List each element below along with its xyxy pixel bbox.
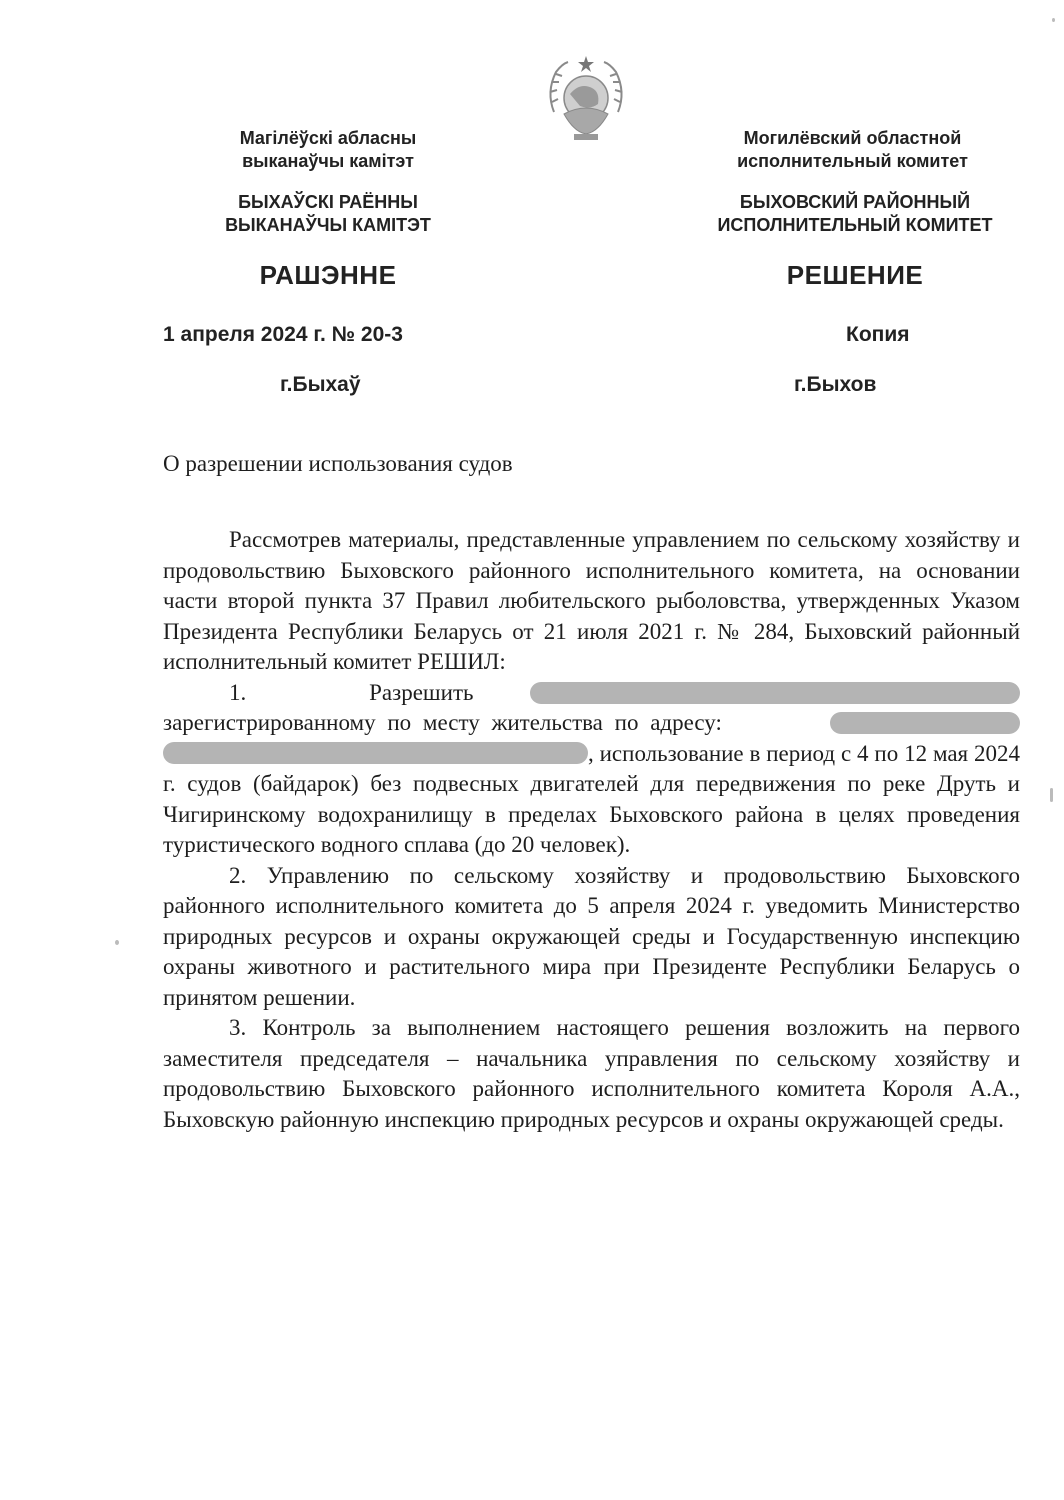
item-1-continuation — [163, 739, 1020, 861]
item-1-address-label: зарегистрированному по месту жительства по адресу: — [163, 710, 722, 735]
right-city: г.Быхов — [794, 373, 877, 396]
left-oblast-line-2: выканаўчы камітэт — [242, 151, 414, 171]
item-1-verb: Разрешить — [369, 679, 474, 705]
document-subject: О разрешении использования судов — [163, 451, 513, 476]
left-city: г.Быхаў — [280, 373, 361, 396]
left-raion-line-2: ВЫКАНАЎЧЫ КАМІТЭТ — [225, 215, 431, 235]
document-body — [163, 525, 1020, 1135]
scan-speck — [115, 940, 119, 945]
item-1-address-line — [163, 708, 1020, 739]
left-raion-name — [168, 191, 488, 237]
state-emblem-icon — [540, 52, 632, 148]
redacted-address-end — [163, 742, 588, 764]
right-oblast-name — [700, 127, 1005, 173]
right-oblast-line-2: исполнительный комитет — [737, 151, 968, 171]
redacted-address-start — [830, 712, 1020, 734]
item-2-paragraph: 2. Управлению по сельскому хозяйству и продовольствию Быховского районного исполнительного комитета до 5 апреля 2024 г. уведомить Министерство природных ресурсов и охраны окружающей среды и Государственную инспекцию охраны животного и растительного мира при Президенте Республики Беларусь о принятом решении. — [163, 862, 1020, 1010]
date-number: 1 апреля 2024 г. № 20-3 — [163, 323, 403, 346]
item-1-text: , использование в период с 4 по 12 мая 2024 г. судов (байдарок) без подвесных двигателей для передвижения по реке Друть и Чигиринскому водохранилищу в пределах Быховского района в целях проведения туристического водного сплава (до 20 человек). — [163, 740, 1020, 857]
copy-mark: Копия — [846, 323, 910, 346]
right-raion-line-2: ИСПОЛНИТЕЛЬНЫЙ КОМИТЕТ — [717, 215, 993, 235]
left-doc-kind: РАШЭННЕ — [259, 260, 397, 290]
left-oblast-line-1: Магілёўскі абласны — [239, 128, 417, 148]
item-1-number: 1. — [229, 679, 247, 705]
scan-speck — [1050, 788, 1053, 802]
left-oblast-name — [168, 127, 488, 173]
preamble-paragraph: Рассмотрев материалы, представленные управлением по сельскому хозяйству и продовольствию Быховского районного исполнительного комитета, на основании части второй пункта 37 Правил любительского рыболовства, утвержденных Указом Президента Республики Беларусь от 21 июля 2021 г. № 284, Быховский районный исполнительный комитет РЕШИЛ: — [163, 527, 1020, 674]
right-raion-line-1: БЫХОВСКИЙ РАЙОННЫЙ — [739, 192, 971, 212]
item-1-first-line — [163, 678, 1020, 709]
right-raion-name — [690, 191, 1020, 237]
redacted-name — [530, 682, 1021, 704]
left-raion-line-1: БЫХАЎСКІ РАЁННЫ — [238, 192, 418, 212]
right-doc-kind: РЕШЕНИЕ — [786, 260, 924, 290]
item-3-paragraph: 3. Контроль за выполнением настоящего решения возложить на первого заместителя председателя – начальника управления по сельскому хозяйству и продовольствию Быховского районного исполнительного комитета Короля А.А., Быховскую районную инспекцию природных ресурсов и охраны окружающей среды. — [163, 1015, 1020, 1132]
right-oblast-line-1: Могилёвский областной — [743, 128, 962, 148]
scan-speck — [1052, 18, 1055, 22]
